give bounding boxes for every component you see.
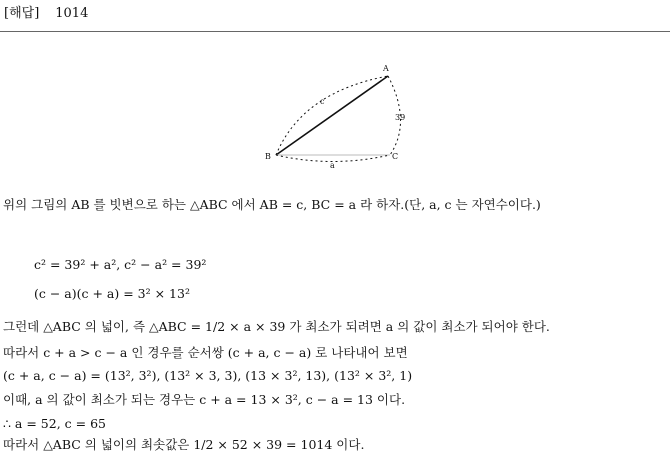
vertex-c-label: C: [392, 152, 399, 161]
side-bc-label: a: [330, 161, 335, 170]
vertex-b-label: B: [265, 152, 271, 161]
equation-line-1: c² = 39² + a², c² − a² = 39²: [34, 257, 207, 272]
minimum-case-line: 이때, a 의 값이 최소가 되는 경우는 c + a = 13 × 3², c − a = 13 이다.: [3, 392, 406, 407]
problem-setup-line: 위의 그림의 AB 를 빗변으로 하는 △ABC 에서 AB = c, BC = a 라 하자.(단, a, c 는 자연수이다.): [3, 197, 541, 212]
triangle-figure: [262, 62, 412, 172]
equation-line-2: (c − a)(c + a) = 3² × 13²: [34, 286, 190, 301]
answer-label: [해답]: [4, 6, 40, 21]
final-answer-line: 따라서 △ABC 의 넓이의 최솟값은 1/2 × 52 × 39 = 1014 이다.: [3, 437, 365, 452]
ordered-pair-intro-line: 따라서 c + a > c − a 인 경우를 순서쌍 (c + a, c − a) 로 나타내어 보면: [3, 345, 408, 360]
vertex-a-label: A: [383, 64, 389, 73]
side-ac-label: 39: [395, 113, 406, 122]
answer-value: 1014: [55, 6, 89, 21]
answer-header: [4, 2, 88, 21]
solution-values-line: ∴ a = 52, c = 65: [3, 416, 106, 431]
side-ab-label: c: [320, 97, 325, 106]
divider: [0, 31, 670, 32]
ordered-pairs-line: (c + a, c − a) = (13², 3²), (13² × 3, 3), (13 × 3², 13), (13² × 3², 1): [3, 368, 413, 383]
area-condition-line: 그런데 △ABC 의 넓이, 즉 △ABC = 1/2 × a × 39 가 최소가 되려면 a 의 값이 최소가 되어야 한다.: [3, 319, 550, 334]
